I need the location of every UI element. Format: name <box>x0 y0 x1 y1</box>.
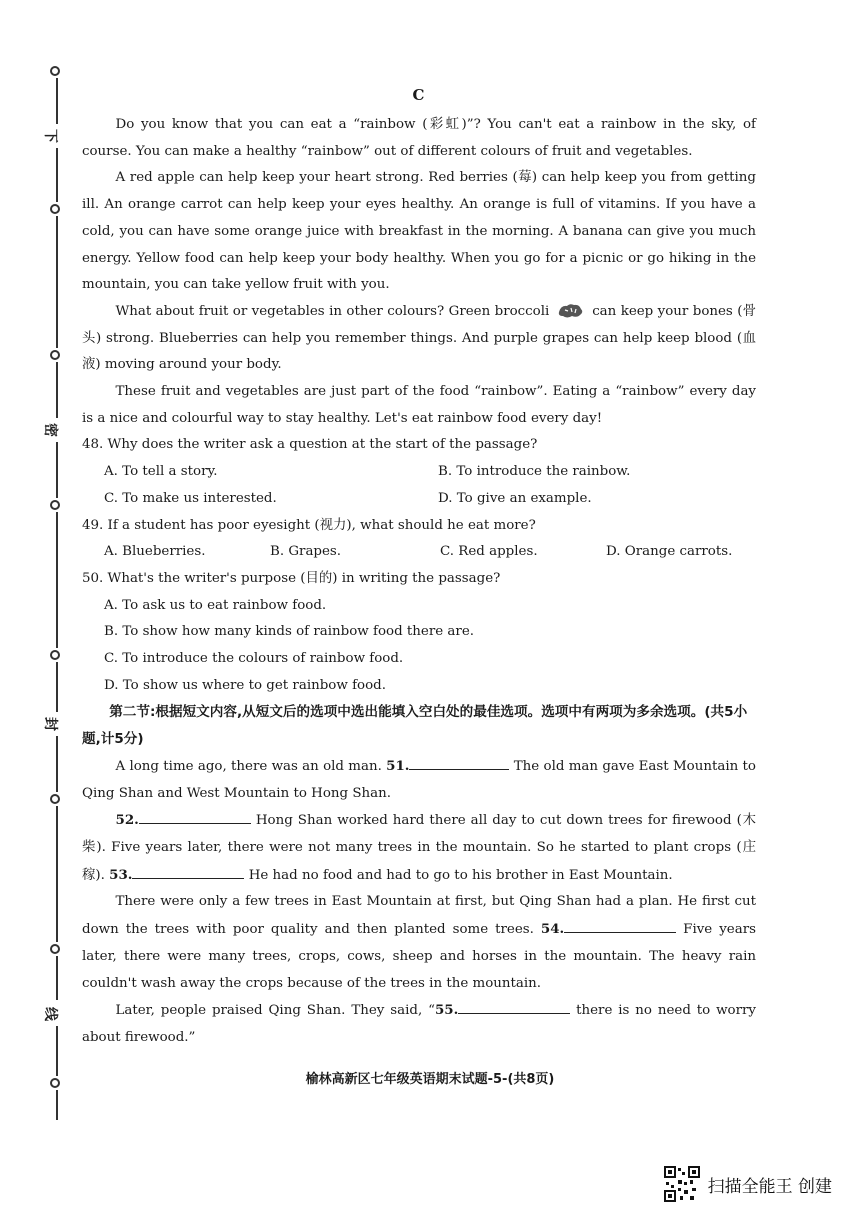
exam-content <box>82 86 756 1052</box>
question-stem: 50. What's the writer's purpose (目的) in writing the passage? <box>82 570 501 586</box>
option-grid <box>82 459 756 512</box>
passage-paragraph: These fruit and vegetables are just part of the food “rainbow”. Eating a “rainbow” every day is a nice and colourful way to stay healthy. Let's eat rainbow food every day! <box>82 384 756 426</box>
binding-hole <box>50 500 60 510</box>
option-b[interactable]: B. Grapes. <box>270 544 342 560</box>
question-stem: 48. Why does the writer ask a question at the start of the passage? <box>82 437 538 453</box>
cloze-text: He had no food and had to go to his brother in East Mountain. <box>248 867 673 883</box>
option-d[interactable]: D. To show us where to get rainbow food. <box>104 677 386 693</box>
binding-line <box>56 956 58 1000</box>
option-b[interactable]: B. To introduce the rainbow. <box>438 464 631 480</box>
broccoli-text-before: What about fruit or vegetables in other colours? Green broccoli <box>115 303 550 319</box>
option-a[interactable]: A. To tell a story. <box>104 464 218 480</box>
margin-label-mi: 密 <box>42 423 58 437</box>
binding-hole <box>50 794 60 804</box>
passage-paragraph: Do you know that you can eat a “rainbow (彩虹)”? You can't eat a rainbow in the sky, of course. You can make a healthy “rainbow” out of different colours of fruit and vegetables. <box>82 117 756 159</box>
binding-hole <box>50 350 60 360</box>
binding-line <box>56 736 58 792</box>
option-c[interactable]: C. Red apples. <box>440 544 538 560</box>
margin-label-xian: 线 <box>42 1007 58 1021</box>
question-48 <box>82 432 756 512</box>
cloze-text: The old man gave East Mountain to Qing Shan and West Mountain to Hong Shan. <box>82 758 756 801</box>
option-a[interactable]: A. Blueberries. <box>104 544 206 560</box>
binding-line <box>56 662 58 712</box>
broccoli-text-after: can keep your bones (骨头) strong. Blueberries can help you remember things. And purple grapes can help keep blood (血液) moving around your body. <box>82 303 757 373</box>
blank-53-number: 53. <box>109 866 133 883</box>
binding-hole <box>50 204 60 214</box>
binding-line <box>56 148 58 202</box>
binding-line <box>56 78 58 124</box>
binding-line <box>56 806 58 942</box>
option-c[interactable]: C. To make us interested. <box>104 490 277 506</box>
binding-hole <box>50 944 60 954</box>
binding-line <box>56 216 58 348</box>
cloze-paragraph <box>82 753 756 807</box>
blank-53[interactable] <box>132 864 244 879</box>
cloze-paragraph <box>82 889 756 997</box>
cloze-text: There were only a few trees in East Mountain at first, but Qing Shan had a plan. He first cut down the trees with poor quality and then planted some trees. <box>82 894 756 938</box>
binding-line <box>56 512 58 648</box>
cloze-text: there is no need to worry about firewood.” <box>82 1003 756 1045</box>
option-d[interactable]: D. To give an example. <box>438 490 592 506</box>
passage-paragraph <box>82 299 756 379</box>
blank-51-number: 51. <box>386 757 410 774</box>
option-a[interactable]: A. To ask us to eat rainbow food. <box>104 597 327 613</box>
binding-line <box>56 442 58 498</box>
cloze-text: Hong Shan worked hard there all day to cut down trees for firewood (木柴). Five years later, there were not many trees in the mountain. So he started to plant crops (庄稼). <box>82 813 756 883</box>
cloze-text: Later, people praised Qing Shan. They said, “ <box>115 1003 435 1019</box>
cloze-text: A long time ago, there was an old man. <box>115 758 382 774</box>
margin-label-feng: 封 <box>42 717 58 731</box>
option-c[interactable]: C. To introduce the colours of rainbow food. <box>104 651 404 667</box>
cloze-paragraph <box>82 997 756 1051</box>
scanner-watermark <box>664 1166 832 1202</box>
binding-hole <box>50 650 60 660</box>
blank-51[interactable] <box>409 755 509 770</box>
blank-55-number: 55. <box>434 1002 459 1019</box>
blank-54-number: 54. <box>540 921 565 938</box>
binding-line <box>56 362 58 418</box>
blank-52-number: 52. <box>115 812 139 829</box>
option-row <box>82 539 756 566</box>
question-50 <box>82 566 756 700</box>
section-letter: C <box>412 86 426 104</box>
option-d[interactable]: D. Orange carrots. <box>606 544 733 560</box>
binding-hole <box>50 66 60 76</box>
blank-52[interactable] <box>139 809 251 824</box>
blank-55[interactable] <box>458 999 570 1014</box>
section-2-heading: 第二节:根据短文内容,从短文后的选项中选出能填入空白处的最佳选项。选项中有两项为多余选项。(共5小题,计5分) <box>82 704 748 748</box>
broccoli-icon <box>557 302 585 320</box>
watermark-text: 扫描全能王 创建 <box>707 1176 832 1197</box>
margin-label-xia: 下 <box>42 129 58 143</box>
qr-code-icon <box>664 1166 700 1202</box>
option-list <box>82 593 756 700</box>
question-stem: 49. If a student has poor eyesight (视力), what should he eat more? <box>82 517 536 533</box>
cloze-paragraph <box>82 807 756 889</box>
question-49 <box>82 513 756 566</box>
option-b[interactable]: B. To show how many kinds of rainbow food there are. <box>104 624 474 640</box>
passage-paragraph: A red apple can help keep your heart strong. Red berries (莓) can help keep you from getting ill. An orange carrot can help keep your eyes healthy. An orange is full of vitamins. If you have a cold, you can have some orange juice with breakfast in the morning. A banana can give you much energy. Yellow food can help keep your body healthy. When you go for a picnic or go hiking in the mountain, you can take yellow fruit with you. <box>82 170 756 293</box>
binding-line <box>56 1090 58 1120</box>
cloze-text: Five years later, there were many trees, crops, cows, sheep and horses in the mountain. The heavy rain couldn't wash away the crops because of the trees in the mountain. <box>82 922 756 991</box>
blank-54[interactable] <box>564 918 676 933</box>
page-footer: 榆林高新区七年级英语期末试题-5-(共8页) <box>305 1072 555 1087</box>
